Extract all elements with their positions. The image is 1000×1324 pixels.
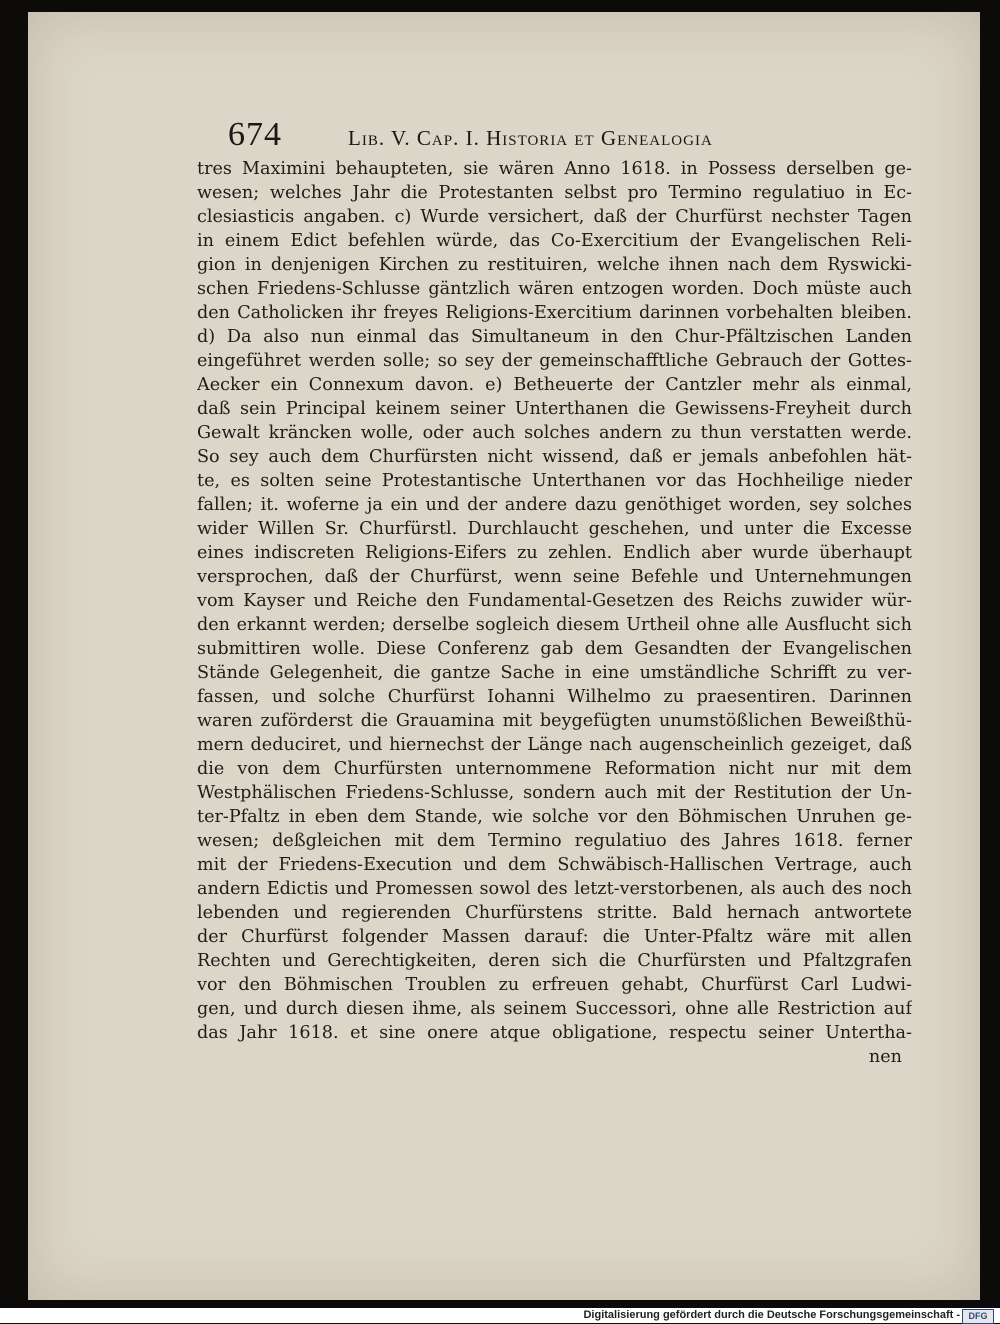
dfg-logo: DFG (962, 1309, 994, 1324)
footer-bar (0, 1308, 1000, 1323)
text-line: ter-Pfaltz in eben dem Stande, wie solche vor den Böhmischen Unruhen ge- (197, 807, 912, 827)
text-line: daß sein Principal keinem seiner Unterthanen die Gewissens-Freyheit durch (197, 399, 912, 419)
text-line: den erkannt werden; derselbe sogleich diesem Urtheil ohne alle Ausflucht sich (197, 615, 912, 635)
text-line: Stände Gelegenheit, die gantze Sache in eine umständliche Schrifft zu ver- (197, 663, 912, 683)
text-line: wider Willen Sr. Churfürstl. Durchlaucht geschehen, und unter die Excesse (197, 519, 912, 539)
text-line: versprochen, daß der Churfürst, wenn seine Befehle und Unternehmungen (197, 567, 912, 587)
text-line: submittiren wolle. Diese Conferenz gab dem Gesandten der Evangelischen (197, 639, 912, 659)
text-line: So sey auch dem Churfürsten nicht wissend, daß er jemals anbefohlen hät- (197, 447, 912, 467)
footer-credit: Digitalisierung gefördert durch die Deutsche Forschungsgemeinschaft - (583, 1309, 960, 1321)
text-line: Westphälischen Friedens-Schlusse, sondern auch mit der Restitution der Un- (197, 783, 912, 803)
text-line: eingeführet werden solle; so sey der gemeinschafftliche Gebrauch der Gottes- (197, 351, 912, 371)
text-line: eines indiscreten Religions-Eifers zu zehlen. Endlich aber wurde überhaupt (197, 543, 912, 563)
text-line: Gewalt kräncken wolle, oder auch solches andern zu thun verstatten werde. (197, 423, 912, 443)
text-line: wesen; welches Jahr die Protestanten selbst pro Termino regulatiuo in Ec- (197, 183, 912, 203)
text-line: vom Kayser und Reiche den Fundamental-Gesetzen des Reichs zuwider wür- (197, 591, 912, 611)
text-line: das Jahr 1618. et sine onere atque obligatione, respectu seiner Untertha- (197, 1023, 912, 1043)
text-line: Rechten und Gerechtigkeiten, deren sich die Churfürsten und Pfaltzgrafen (197, 951, 912, 971)
text-line: wesen; deßgleichen mit dem Termino regulatiuo des Jahres 1618. ferner (197, 831, 912, 851)
text-line: waren zuförderst die Grauamina mit beygefügten unumstößlichen Beweißthü- (197, 711, 912, 731)
text-line: clesiasticis angaben. c) Wurde versichert, daß der Churfürst nechster Tagen (197, 207, 912, 227)
text-line: te, es solten seine Protestantische Unterthanen vor das Hochheilige nieder (197, 471, 912, 491)
text-line: in einem Edict befehlen würde, das Co-Exercitium der Evangelischen Reli- (197, 231, 912, 251)
page-number: 674 (228, 116, 282, 153)
text-line: lebenden und regierenden Churfürstens stritte. Bald hernach antwortete (197, 903, 912, 923)
text-line: mern deduciret, und hiernechst der Länge nach augenscheinlich gezeiget, daß (197, 735, 912, 755)
running-head: Lib. V. Cap. I. Historia et Genealogia (348, 126, 713, 150)
page-header (228, 116, 828, 156)
text-line: schen Friedens-Schlusse gäntzlich wären entzogen worden. Doch müste auch (197, 279, 912, 299)
text-line: fallen; it. woferne ja ein und der andere dazu genöthiget worden, sey solches (197, 495, 912, 515)
text-line: der Churfürst folgender Massen darauf: die Unter-Pfaltz wäre mit allen (197, 927, 912, 947)
text-line: die von dem Churfürsten unternommene Reformation nicht nur mit dem (197, 759, 912, 779)
text-line: vor den Böhmischen Troublen zu erfreuen gehabt, Churfürst Carl Ludwi- (197, 975, 912, 995)
text-line: d) Da also nun einmal das Simultaneum in den Chur-Pfältzischen Landen (197, 327, 912, 347)
text-line: gion in denjenigen Kirchen zu restituiren, welche ihnen nach dem Ryswicki- (197, 255, 912, 275)
body-text (197, 157, 912, 1069)
text-line: andern Edictis und Promessen sowol des letzt-verstorbenen, als auch des noch (197, 879, 912, 899)
text-line: mit der Friedens-Execution und dem Schwäbisch-Hallischen Vertrage, auch (197, 855, 912, 875)
text-line: fassen, und solche Churfürst Iohanni Wilhelmo zu praesentiren. Darinnen (197, 687, 912, 707)
catchword: nen (868, 1047, 902, 1067)
text-line: Aecker ein Connexum davon. e) Betheuerte der Cantzler mehr als einmal, (197, 375, 912, 395)
text-line: gen, und durch diesen ihme, als seinem Successori, ohne alle Restriction auf (197, 999, 912, 1019)
text-line: den Catholicken ihr freyes Religions-Exercitium darinnen vorbehalten bleiben. (197, 303, 912, 323)
text-line: tres Maximini behaupteten, sie wären Anno 1618. in Possess derselben ge- (197, 159, 912, 179)
